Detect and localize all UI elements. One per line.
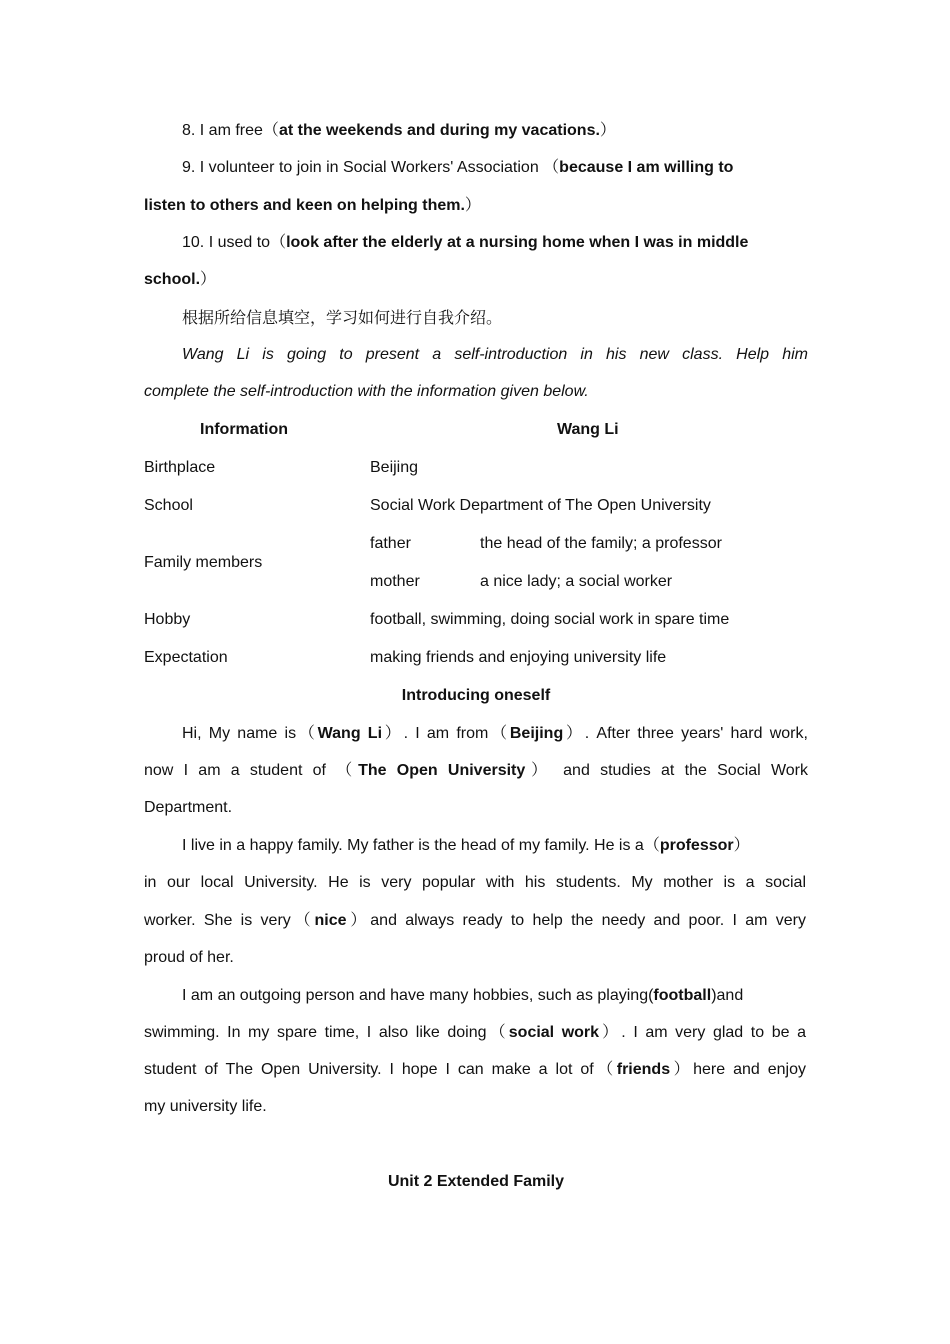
instruction-chinese: 根据所给信息填空，学习如何进行自我介绍。 bbox=[182, 308, 503, 327]
answer: because I am willing to bbox=[559, 159, 734, 176]
paragraph-1-line2: now I am a student of （The Open University） and studies at the Social Work bbox=[144, 762, 808, 779]
paragraph-3-line2: swimming. In my spare time, I also like doing（social work）. I am very glad to be a bbox=[144, 1024, 806, 1041]
paragraph-2-line3: worker. She is very（nice）and always ready to help the needy and poor. I am very bbox=[144, 912, 806, 929]
exercise-item-10: 10. I used to（look after the elderly at a nursing home when I was in middle bbox=[182, 234, 749, 251]
answer: look after the elderly at a nursing home when I was in middle bbox=[286, 234, 749, 251]
exercise-item-9: 9. I volunteer to join in Social Workers' Association （because I am willing to bbox=[182, 159, 734, 176]
answer: Wang Li bbox=[317, 725, 383, 742]
paragraph-2-line4: proud of her. bbox=[144, 949, 234, 966]
answer: The Open University bbox=[358, 762, 526, 779]
exercise-item-8: 8. I am free（at the weekends and during my vacations.） bbox=[182, 122, 616, 139]
table-label-school: School bbox=[144, 497, 193, 514]
answer: at the weekends and during my vacations. bbox=[278, 122, 600, 139]
paragraph-2-line1: I live in a happy family. My father is the head of my family. He is a（professor） bbox=[182, 837, 750, 854]
paragraph-1-line3: Department. bbox=[144, 799, 233, 816]
table-mother-relation: mother bbox=[370, 573, 420, 590]
table-father-description: the head of the family; a professor bbox=[480, 535, 722, 552]
paragraph-2-line2: in our local University. He is very popular with his students. My mother is a social bbox=[144, 874, 806, 891]
table-label-hobby: Hobby bbox=[144, 611, 191, 628]
paragraph-3-line4: my university life. bbox=[144, 1098, 267, 1115]
answer: social work bbox=[508, 1024, 600, 1041]
table-label-family: Family members bbox=[144, 554, 263, 571]
answer: friends bbox=[616, 1061, 671, 1078]
paragraph-3-line1: I am an outgoing person and have many hobbies, such as playing(football)and bbox=[182, 987, 744, 1004]
table-header-name: Wang Li bbox=[557, 421, 619, 438]
table-label-birthplace: Birthplace bbox=[144, 459, 216, 476]
answer: school. bbox=[144, 271, 201, 288]
answer: nice bbox=[314, 912, 347, 929]
section-title: Introducing oneself bbox=[401, 687, 551, 704]
table-value-hobby: football, swimming, doing social work in spare time bbox=[370, 611, 730, 628]
table-father-relation: father bbox=[370, 535, 411, 552]
table-label-expectation: Expectation bbox=[144, 649, 228, 666]
unit-heading: Unit 2 Extended Family bbox=[387, 1173, 565, 1190]
instruction-english-line1: Wang Li is going to present a self-introduction in his new class. Help him bbox=[182, 346, 808, 363]
answer: professor bbox=[659, 837, 734, 854]
table-value-school: Social Work Department of The Open University bbox=[370, 497, 711, 514]
table-value-expectation: making friends and enjoying university life bbox=[370, 649, 667, 666]
table-mother-description: a nice lady; a social worker bbox=[480, 573, 673, 590]
answer: listen to others and keen on helping them. bbox=[144, 197, 465, 214]
answer: Beijing bbox=[509, 725, 564, 742]
answer: football bbox=[653, 987, 712, 1004]
exercise-item-9-cont: listen to others and keen on helping them.） bbox=[144, 197, 481, 214]
table-header-information: Information bbox=[200, 421, 288, 438]
table-value-birthplace: Beijing bbox=[370, 459, 419, 476]
paragraph-1-line1: Hi, My name is（Wang Li）. I am from（Beijing）. After three years' hard work, bbox=[182, 725, 808, 742]
instruction-english-line2: complete the self-introduction with the information given below. bbox=[144, 383, 589, 400]
exercise-item-10-cont: school.） bbox=[144, 271, 217, 288]
paragraph-3-line3: student of The Open University. I hope I can make a lot of（friends）here and enjoy bbox=[144, 1061, 806, 1078]
